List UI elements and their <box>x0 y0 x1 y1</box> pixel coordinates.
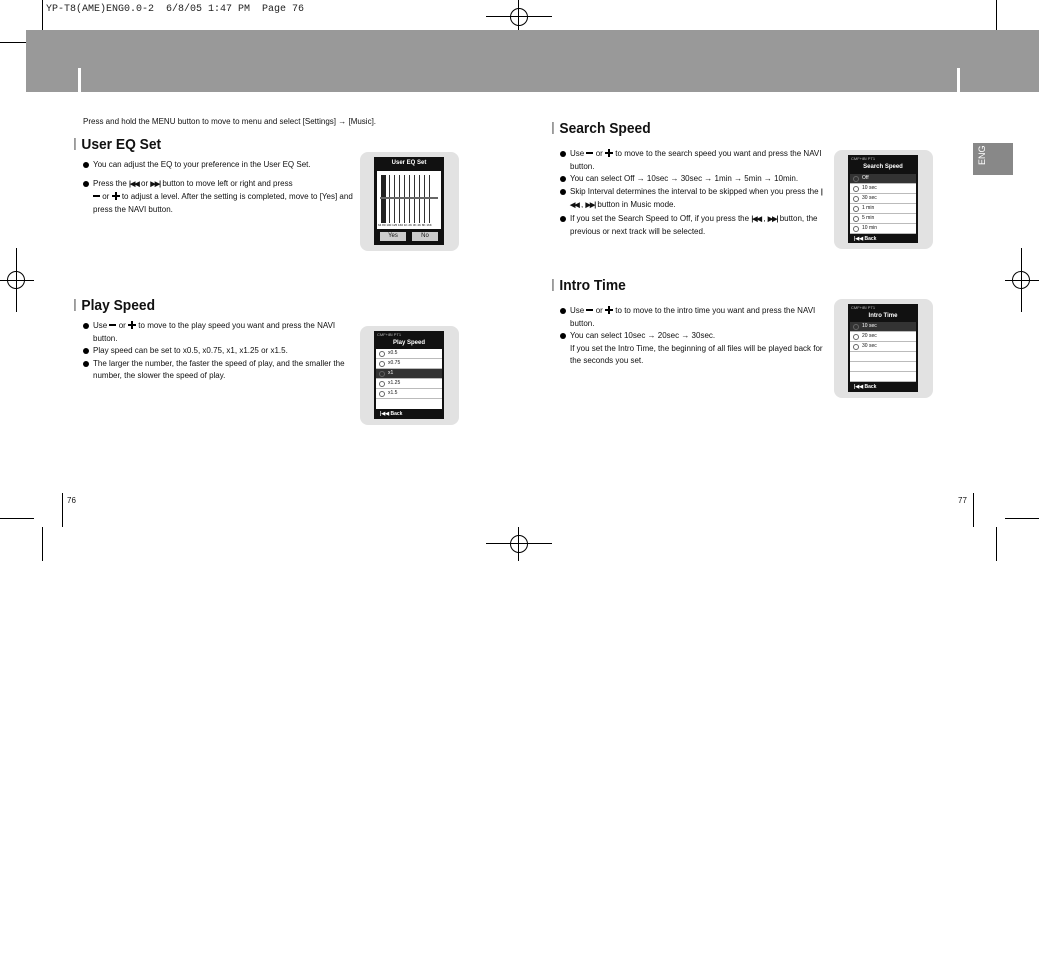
screen-title: User EQ Set <box>391 160 427 166</box>
page-number-left: 76 <box>67 496 76 505</box>
screen-title: Search Speed <box>863 164 903 170</box>
option-list <box>850 174 916 234</box>
list-item[interactable]: x1 <box>376 369 442 379</box>
device-screenshot-intro-time <box>834 299 933 398</box>
list-item[interactable]: 30 sec <box>850 342 916 352</box>
skip-forward-icon: ▶▶| <box>767 215 778 223</box>
eq-slider <box>381 175 386 223</box>
minus-icon <box>109 324 116 326</box>
section-title-play-speed: Play Speed <box>74 297 155 314</box>
crop-mark <box>42 0 43 34</box>
search-speed-bullets <box>560 148 825 239</box>
screen-status: CMF+iBI PT1 <box>377 332 402 337</box>
list-item[interactable]: 20 sec <box>850 332 916 342</box>
list-item <box>850 362 916 372</box>
plus-icon <box>128 321 136 329</box>
section-title-intro-time: Intro Time <box>552 277 626 294</box>
eq-slider <box>394 175 395 223</box>
list-item: You can select Off → 10sec → 30sec → 1min → 5min → 10min. <box>560 173 825 186</box>
no-button[interactable]: No <box>412 232 438 241</box>
back-button[interactable]: |◀◀ Back <box>380 411 403 417</box>
device-screenshot-play-speed <box>360 326 459 425</box>
crop-mark <box>996 0 997 34</box>
minus-icon <box>93 195 100 197</box>
eq-slider <box>419 175 420 223</box>
eq-slider <box>399 175 400 223</box>
section-title-user-eq: User EQ Set <box>74 136 161 153</box>
list-item: The larger the number, the faster the speed of play, and the smaller the number, the slower the speed of play. <box>83 358 355 383</box>
list-item[interactable]: 30 sec <box>850 194 916 204</box>
list-item: If you set the Search Speed to Off, if you press the |◀◀ , ▶▶| button, the previous or next track will be selected. <box>560 213 825 239</box>
bar-tick <box>957 68 960 92</box>
list-item <box>850 372 916 382</box>
section-title-search-speed: Search Speed <box>552 120 651 137</box>
list-item[interactable]: 10 sec <box>850 184 916 194</box>
eq-slider <box>414 175 415 223</box>
intro-text: Press and hold the MENU button to move to menu and select [Settings] → [Music]. <box>83 117 377 126</box>
intro-time-bullets <box>560 305 828 368</box>
list-item[interactable]: 10 sec <box>850 322 916 332</box>
plus-icon <box>605 306 613 314</box>
plus-icon <box>605 149 613 157</box>
list-item: You can select 10sec → 20sec → 30sec. <box>560 330 828 343</box>
eq-slider <box>409 175 410 223</box>
list-item[interactable]: x1.5 <box>376 389 442 399</box>
screen-status: CMF+iBI PT1 <box>851 156 876 161</box>
list-item[interactable]: 10 min <box>850 224 916 234</box>
device-screenshot-search-speed <box>834 150 933 249</box>
crop-mark <box>996 527 997 561</box>
device-screen <box>848 155 918 243</box>
skip-back-icon: |◀◀ <box>751 215 762 223</box>
eq-slider <box>389 175 390 223</box>
minus-icon <box>586 152 593 154</box>
print-header: YP-T8(AME)ENG0.0-2 6/8/05 1:47 PM Page 76 <box>46 4 305 15</box>
device-screen <box>848 304 918 392</box>
eq-slider <box>429 175 430 223</box>
header-bar <box>26 30 1039 92</box>
registration-mark <box>510 535 528 553</box>
eq-freq-labels: 64 80 100 125 160 1K 2K 3K 4K 8K 16K <box>378 223 432 227</box>
list-item: Use or to move to the search speed you want and press the NAVI button. <box>560 148 825 173</box>
user-eq-bullets <box>83 159 355 216</box>
list-item[interactable]: 1 min <box>850 204 916 214</box>
list-item: Press the |◀◀ or ▶▶| button to move left or right and press or to adjust a level. After the setting is completed, move to [Yes] and press the NAVI button. <box>83 178 355 217</box>
yes-button[interactable]: Yes <box>380 232 406 241</box>
crop-mark <box>42 527 43 561</box>
back-button[interactable]: |◀◀ Back <box>854 236 877 242</box>
skip-back-icon: |◀◀ <box>129 180 139 188</box>
list-item: Use or to move to the play speed you want and press the NAVI button. <box>83 320 355 345</box>
device-screen <box>374 157 444 245</box>
option-list <box>376 349 442 409</box>
list-item: Skip Interval determines the interval to be skipped when you press the |◀◀ , ▶▶| button in Music mode. <box>560 186 825 213</box>
list-item: You can adjust the EQ to your preference in the User EQ Set. <box>83 159 355 172</box>
device-screen <box>374 331 444 419</box>
plus-icon <box>112 192 120 200</box>
page-number-right: 77 <box>958 496 967 505</box>
screen-title: Play Speed <box>392 340 425 346</box>
list-item: Play speed can be set to x0.5, x0.75, x1, x1.25 or x1.5. <box>83 345 355 358</box>
list-item <box>850 352 916 362</box>
list-item[interactable]: x0.5 <box>376 349 442 359</box>
skip-forward-icon: ▶▶| <box>585 202 596 209</box>
eq-slider <box>424 175 425 223</box>
page-edge-mark <box>62 493 63 527</box>
eq-slider <box>404 175 405 223</box>
screen-status: CMF+iBI PT1 <box>851 305 876 310</box>
bar-tick <box>78 68 81 92</box>
eq-level-line <box>380 197 438 199</box>
skip-forward-icon: ▶▶| <box>150 180 161 188</box>
list-item: Use or to to move to the intro time you want and press the NAVI button. <box>560 305 828 330</box>
registration-mark <box>510 8 528 26</box>
list-item[interactable]: Off <box>850 174 916 184</box>
back-button[interactable]: |◀◀ Back <box>854 384 877 390</box>
crop-mark <box>0 518 34 519</box>
eq-panel <box>377 171 441 229</box>
language-tab-label: ENG <box>977 145 987 165</box>
list-item: If you set the Intro Time, the beginning of all files will be played back for the seconds you set. <box>570 343 823 365</box>
play-speed-bullets <box>83 320 355 383</box>
option-list <box>850 322 916 382</box>
skip-back-icon: |◀◀ <box>570 188 822 209</box>
page-edge-mark <box>973 493 974 527</box>
crop-mark <box>1005 518 1039 519</box>
list-item[interactable]: 5 min <box>850 214 916 224</box>
device-screenshot-user-eq <box>360 152 459 251</box>
registration-mark <box>1012 271 1030 289</box>
list-item[interactable]: x1.25 <box>376 379 442 389</box>
screen-title: Intro Time <box>868 313 898 319</box>
minus-icon <box>586 309 593 311</box>
registration-mark <box>7 271 25 289</box>
list-item[interactable]: x0.75 <box>376 359 442 369</box>
